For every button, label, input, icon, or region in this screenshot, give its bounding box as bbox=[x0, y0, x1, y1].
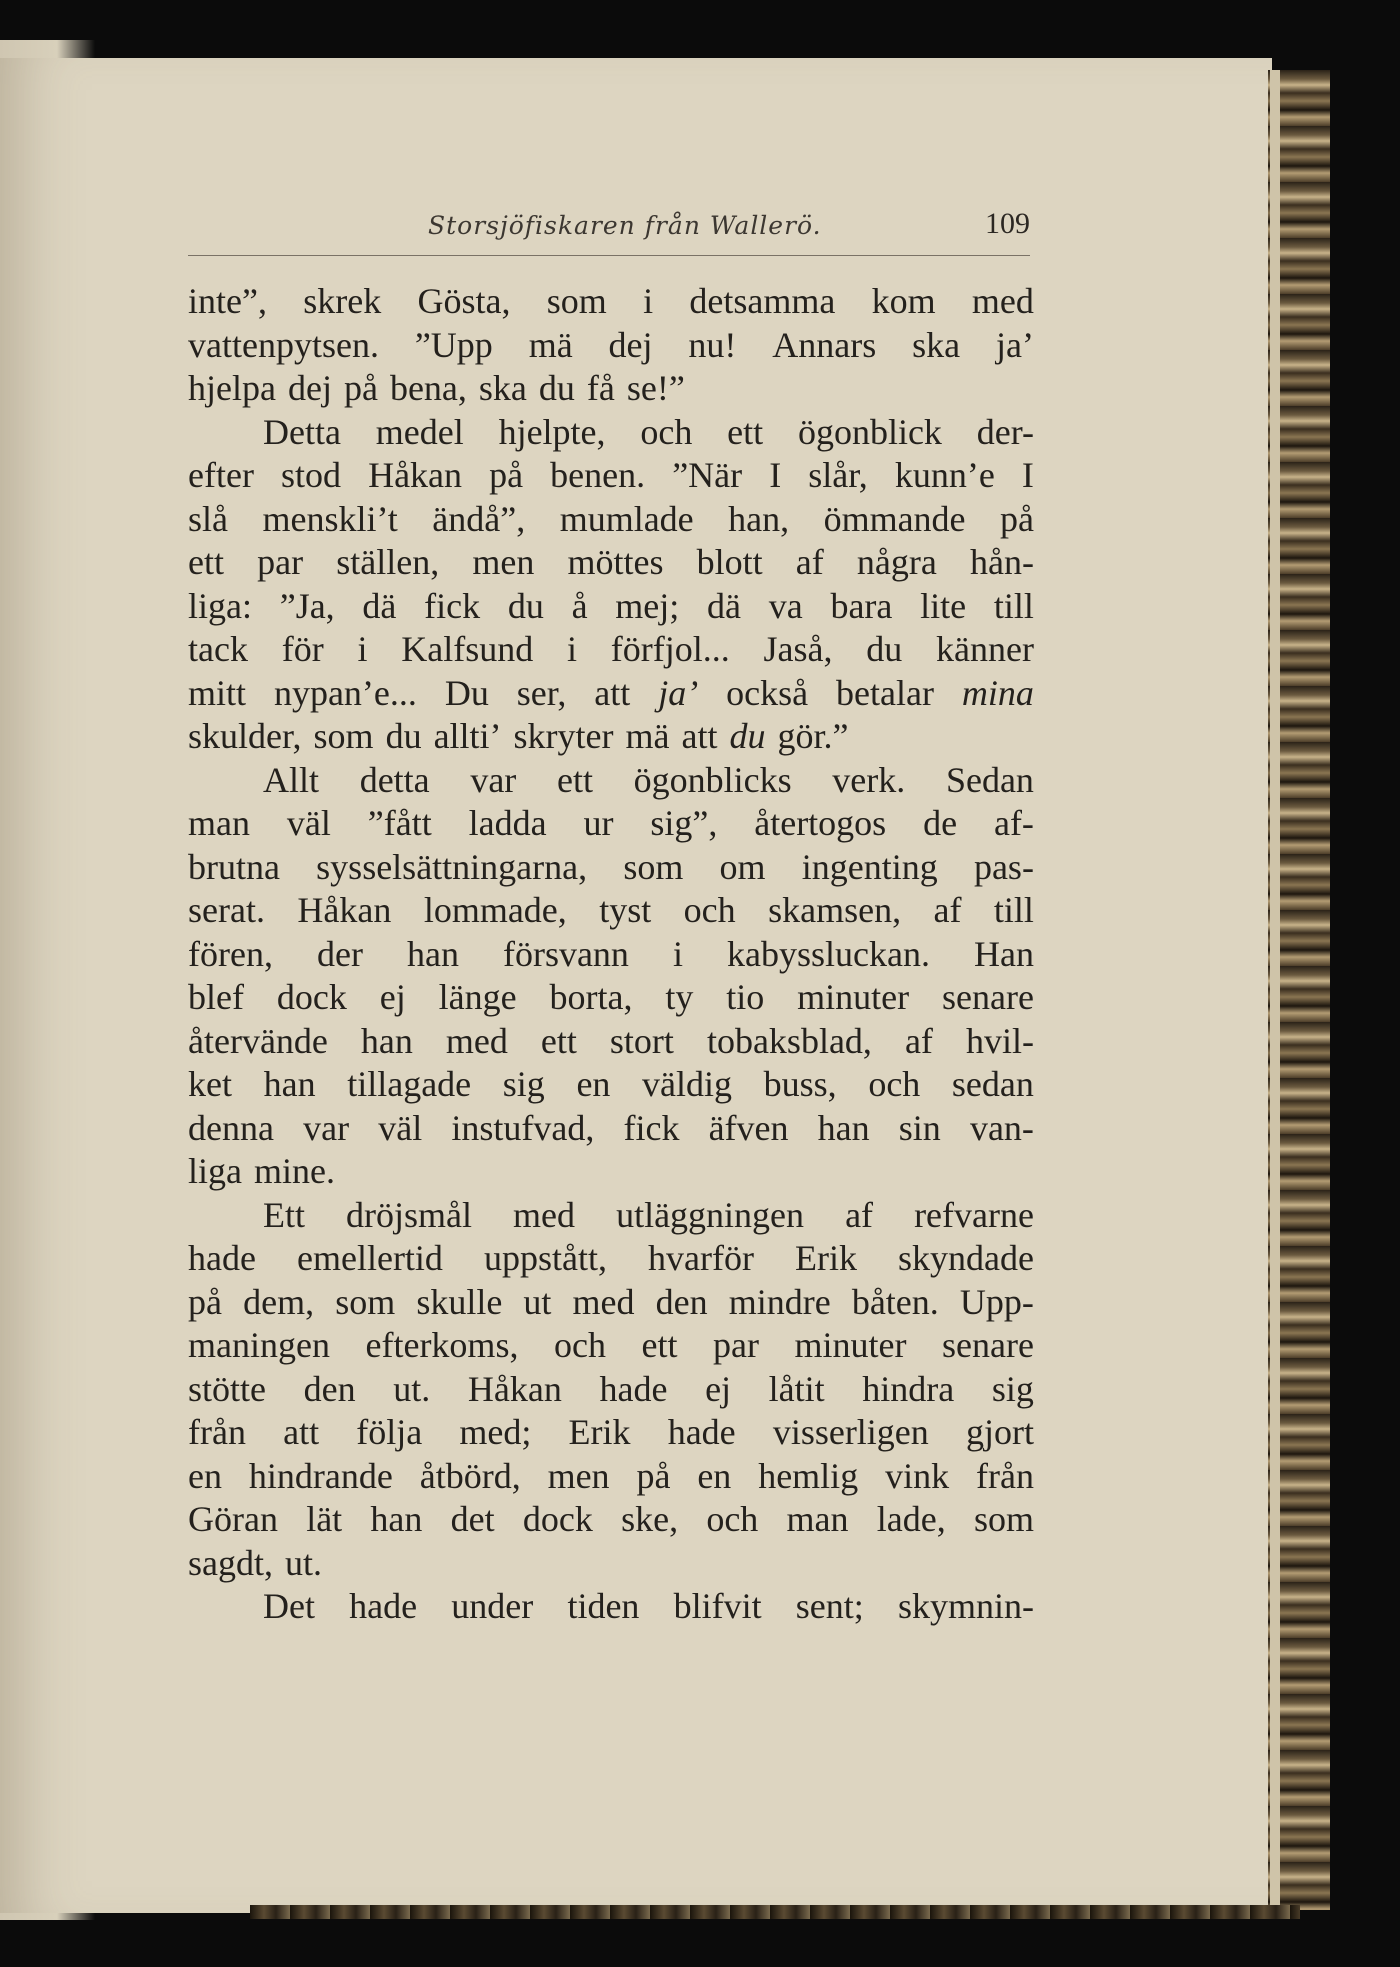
word: hemlig bbox=[758, 1455, 859, 1496]
word: nypan’e... bbox=[273, 672, 417, 713]
word: han bbox=[360, 1020, 413, 1061]
word: dock bbox=[522, 1499, 593, 1539]
word: med bbox=[445, 1020, 508, 1061]
word: ej bbox=[379, 977, 406, 1017]
text-line bbox=[188, 1281, 1034, 1325]
word: i bbox=[672, 933, 683, 974]
word: brutna bbox=[188, 846, 280, 887]
word: blott bbox=[696, 542, 763, 582]
text-line bbox=[188, 759, 1034, 803]
word: med bbox=[513, 1194, 576, 1235]
word: han bbox=[406, 933, 459, 974]
word: mä bbox=[528, 324, 573, 365]
word: å bbox=[571, 585, 588, 626]
word: ej bbox=[705, 1368, 732, 1409]
word: en bbox=[188, 1455, 222, 1496]
word: va bbox=[768, 585, 803, 626]
word: sin bbox=[898, 1107, 941, 1148]
word: blifvit bbox=[673, 1586, 762, 1626]
word: i bbox=[567, 629, 578, 669]
word: att bbox=[594, 672, 631, 713]
word: och bbox=[640, 411, 693, 452]
word: var bbox=[303, 1107, 350, 1148]
word: emellertid bbox=[297, 1238, 443, 1278]
word: gjort bbox=[965, 1412, 1034, 1452]
word: lite bbox=[920, 585, 967, 626]
word: båten. bbox=[851, 1281, 939, 1322]
word: Håkan bbox=[368, 455, 463, 495]
word: stod bbox=[281, 455, 342, 495]
word: ”När bbox=[672, 455, 743, 495]
text-line bbox=[188, 889, 1034, 933]
word: kabyssluckan. bbox=[726, 933, 930, 974]
word: skymnin- bbox=[897, 1586, 1034, 1626]
text-line bbox=[188, 628, 1034, 672]
word: du bbox=[729, 716, 766, 756]
text-line bbox=[188, 1411, 1034, 1455]
word: senare bbox=[942, 1325, 1034, 1365]
word: skyndade bbox=[898, 1238, 1034, 1278]
word: dä bbox=[707, 585, 741, 626]
word: återtogos bbox=[754, 803, 887, 843]
word: efter bbox=[188, 455, 254, 495]
word: af bbox=[904, 1020, 933, 1061]
word: Detta bbox=[263, 411, 341, 452]
text-line bbox=[188, 411, 1034, 455]
word: på bbox=[343, 368, 378, 408]
word: väl bbox=[378, 1107, 423, 1148]
word: som bbox=[546, 281, 607, 321]
word: ser, bbox=[516, 672, 567, 713]
word: Erik bbox=[568, 1412, 631, 1452]
word: som bbox=[623, 846, 684, 887]
word: tillagade bbox=[347, 1064, 472, 1104]
word: de bbox=[923, 803, 958, 843]
word: en bbox=[576, 1064, 611, 1104]
word: bena, bbox=[389, 368, 467, 408]
word: det bbox=[450, 1499, 495, 1539]
text-line bbox=[188, 1455, 1034, 1499]
word: och bbox=[706, 1499, 759, 1539]
word: se!” bbox=[626, 368, 685, 408]
word: sig”, bbox=[650, 803, 718, 843]
word: ”fått bbox=[367, 803, 432, 843]
word: slår, bbox=[808, 455, 868, 495]
word: ömmande bbox=[823, 498, 966, 539]
word: mine. bbox=[253, 1151, 335, 1191]
word: på bbox=[489, 455, 524, 495]
word: ingenting bbox=[801, 846, 938, 887]
word: men bbox=[472, 542, 535, 582]
word: hindrande bbox=[248, 1455, 393, 1496]
word: verk. bbox=[832, 759, 906, 800]
word: Det bbox=[263, 1586, 315, 1626]
word: den bbox=[655, 1281, 708, 1322]
word: ett bbox=[540, 1020, 577, 1061]
word: följa bbox=[356, 1412, 423, 1452]
word: ögonblicks bbox=[633, 759, 792, 800]
word: få bbox=[586, 368, 615, 408]
body-text bbox=[188, 280, 1034, 1629]
word: Sedan bbox=[945, 759, 1034, 800]
word: serat. bbox=[188, 890, 265, 930]
word: länge bbox=[438, 977, 517, 1017]
word: på bbox=[1000, 498, 1034, 539]
word: återvände bbox=[188, 1020, 328, 1061]
text-line bbox=[188, 324, 1034, 368]
word: Annars bbox=[772, 324, 877, 365]
word: från bbox=[975, 1455, 1034, 1496]
word: der bbox=[316, 933, 363, 974]
word: möttes bbox=[567, 542, 664, 582]
word: minuter bbox=[794, 1325, 907, 1365]
running-title: Storsjöfiskaren från Wallerö. bbox=[428, 211, 822, 240]
word: fören, bbox=[188, 933, 273, 974]
word: instufvad, bbox=[451, 1107, 595, 1148]
word: skulle bbox=[416, 1281, 503, 1322]
word: om bbox=[719, 846, 766, 887]
word: refvarne bbox=[914, 1194, 1034, 1235]
word: buss, bbox=[763, 1064, 837, 1104]
word: du bbox=[385, 716, 422, 756]
word: Upp- bbox=[959, 1281, 1034, 1322]
text-line bbox=[188, 802, 1034, 846]
word: försvann bbox=[502, 933, 629, 974]
text-line bbox=[188, 1585, 1034, 1629]
word: som bbox=[973, 1499, 1034, 1539]
word: kom bbox=[871, 281, 936, 321]
word: detsamma bbox=[689, 281, 836, 321]
word: sedan bbox=[951, 1064, 1034, 1104]
word: pas- bbox=[973, 846, 1034, 887]
word: Gösta, bbox=[417, 281, 511, 321]
word: hån- bbox=[969, 542, 1034, 582]
word: ett bbox=[727, 411, 764, 452]
word: ställen, bbox=[336, 542, 440, 582]
word: mej; bbox=[615, 585, 680, 626]
word: ut. bbox=[393, 1368, 431, 1409]
word: låtit bbox=[768, 1368, 825, 1409]
word: till bbox=[993, 585, 1034, 626]
word: af- bbox=[993, 803, 1034, 843]
word: senare bbox=[942, 977, 1034, 1017]
word: stötte bbox=[188, 1368, 266, 1409]
word: par bbox=[713, 1325, 759, 1365]
word: liga: bbox=[188, 585, 252, 626]
word: Jaså, bbox=[763, 629, 833, 669]
word: på bbox=[188, 1281, 222, 1322]
text-line bbox=[188, 541, 1034, 585]
word: van- bbox=[969, 1107, 1034, 1148]
word: I bbox=[1021, 455, 1034, 495]
word: Göran bbox=[188, 1499, 278, 1539]
word: han bbox=[370, 1499, 423, 1539]
word: ändå”, bbox=[432, 498, 526, 539]
word: han bbox=[817, 1107, 870, 1148]
word: mä bbox=[625, 716, 670, 756]
word: som bbox=[335, 1281, 396, 1322]
text-line bbox=[188, 976, 1034, 1020]
word: ur bbox=[583, 803, 614, 843]
word: mumlade bbox=[559, 498, 694, 539]
word: du bbox=[538, 368, 575, 408]
word: väl bbox=[286, 803, 331, 843]
text-line bbox=[188, 1237, 1034, 1281]
word: Allt bbox=[263, 759, 320, 800]
word: åtbörd, bbox=[419, 1455, 521, 1496]
word: tobaksblad, bbox=[706, 1020, 872, 1061]
word: fick bbox=[424, 585, 481, 626]
word: denna bbox=[188, 1107, 274, 1148]
text-line bbox=[188, 672, 1034, 716]
word: skamsen, bbox=[768, 890, 902, 930]
word: sig bbox=[502, 1064, 545, 1104]
word: Han bbox=[973, 933, 1034, 974]
word: för bbox=[281, 629, 324, 669]
word: tyst bbox=[599, 890, 652, 930]
word: af bbox=[933, 890, 962, 930]
word: ut. bbox=[285, 1542, 323, 1583]
text-line bbox=[188, 1498, 1034, 1542]
word: under bbox=[451, 1586, 534, 1626]
word: ett bbox=[641, 1325, 678, 1365]
word: hvil- bbox=[965, 1020, 1034, 1061]
word: ögonblick bbox=[797, 411, 942, 452]
word: ja’ bbox=[658, 672, 699, 713]
word: lade, bbox=[876, 1499, 946, 1539]
word: par bbox=[257, 542, 304, 582]
text-line bbox=[188, 846, 1034, 890]
word: ut bbox=[523, 1281, 552, 1322]
word: och bbox=[683, 890, 736, 930]
text-line bbox=[188, 1324, 1034, 1368]
word: gör.” bbox=[777, 716, 849, 756]
word: bara bbox=[830, 585, 893, 626]
word: och bbox=[553, 1325, 606, 1365]
word: mitt bbox=[188, 672, 247, 713]
word: Kalfsund bbox=[401, 629, 534, 669]
word: ”Upp bbox=[414, 324, 493, 365]
word: men bbox=[547, 1455, 610, 1496]
word: några bbox=[856, 542, 937, 582]
word: du bbox=[866, 629, 903, 669]
text-line bbox=[188, 1150, 1034, 1194]
word: hvarför bbox=[648, 1238, 754, 1278]
word: skrek bbox=[303, 281, 382, 321]
word: sent; bbox=[795, 1586, 864, 1626]
word: med bbox=[971, 281, 1034, 321]
word: betalar bbox=[836, 672, 934, 713]
word: hindra bbox=[862, 1368, 955, 1409]
word: ett bbox=[188, 542, 224, 582]
word: visserligen bbox=[772, 1412, 929, 1452]
word: liga bbox=[188, 1151, 242, 1191]
word: att bbox=[681, 716, 718, 756]
word: Håkan bbox=[297, 890, 392, 930]
word: i bbox=[357, 629, 368, 669]
word: der- bbox=[976, 411, 1034, 452]
word: ska bbox=[912, 324, 961, 365]
word: ska bbox=[478, 368, 527, 408]
word: slå bbox=[188, 498, 228, 539]
word: I bbox=[769, 455, 782, 495]
word: han bbox=[263, 1064, 316, 1104]
text-line bbox=[188, 498, 1034, 542]
text-line bbox=[188, 367, 1034, 411]
word: vattenpytsen. bbox=[188, 324, 379, 365]
word: sagdt, bbox=[188, 1542, 273, 1583]
word: utläggningen bbox=[616, 1194, 805, 1235]
word: medel bbox=[375, 411, 464, 452]
word: Erik bbox=[794, 1238, 857, 1278]
text-line bbox=[188, 933, 1034, 977]
word: på bbox=[636, 1455, 671, 1496]
text-line bbox=[188, 1542, 1034, 1586]
word: tio bbox=[726, 977, 765, 1017]
text-line bbox=[188, 280, 1034, 324]
page-header bbox=[188, 205, 1030, 256]
word: kunn’e bbox=[894, 455, 995, 495]
word: fick bbox=[623, 1107, 680, 1148]
word: lät bbox=[306, 1499, 343, 1539]
word: allti’ bbox=[433, 716, 502, 756]
text-line bbox=[188, 715, 1034, 759]
word: hade bbox=[667, 1412, 736, 1452]
word: Du bbox=[444, 672, 489, 713]
word: skryter bbox=[513, 716, 614, 756]
word: väldig bbox=[642, 1064, 733, 1104]
word: den bbox=[303, 1368, 356, 1409]
word: med bbox=[572, 1281, 635, 1322]
word: mina bbox=[961, 672, 1034, 713]
word: tiden bbox=[567, 1586, 640, 1626]
word: att bbox=[283, 1412, 320, 1452]
word: menskli’t bbox=[262, 498, 398, 539]
word: borta, bbox=[549, 977, 633, 1017]
text-line bbox=[188, 1020, 1034, 1064]
word: man bbox=[786, 1499, 849, 1539]
word: ett bbox=[556, 759, 593, 800]
word: hade bbox=[599, 1368, 668, 1409]
word: ladda bbox=[468, 803, 547, 843]
word: mindre bbox=[728, 1281, 831, 1322]
word: en bbox=[697, 1455, 732, 1496]
word: känner bbox=[936, 629, 1034, 669]
word: stort bbox=[609, 1020, 674, 1061]
word: ske, bbox=[621, 1499, 679, 1539]
bottom-cover-edge bbox=[250, 1905, 1300, 1919]
word: och bbox=[868, 1064, 921, 1104]
word: blef bbox=[188, 977, 244, 1017]
word: dock bbox=[276, 977, 347, 1017]
word: af bbox=[845, 1194, 874, 1235]
word: Ett bbox=[263, 1194, 305, 1235]
word: af bbox=[795, 542, 824, 582]
word: ket bbox=[188, 1064, 232, 1104]
word: dem, bbox=[243, 1281, 315, 1322]
word: han, bbox=[728, 498, 790, 539]
word: hade bbox=[188, 1238, 256, 1278]
word: skulder, bbox=[188, 716, 302, 756]
word: från bbox=[188, 1412, 246, 1452]
text-line bbox=[188, 1194, 1034, 1238]
word: lommade, bbox=[423, 890, 567, 930]
word: dej bbox=[608, 324, 653, 365]
word: du bbox=[507, 585, 544, 626]
word: hade bbox=[349, 1586, 418, 1626]
word: sig bbox=[991, 1368, 1034, 1409]
word: hjelpa bbox=[188, 368, 276, 408]
word: som bbox=[313, 716, 374, 756]
text-line bbox=[188, 1368, 1034, 1412]
word: med; bbox=[459, 1412, 532, 1452]
word: äfven bbox=[708, 1107, 789, 1148]
page-fore-edge bbox=[1270, 70, 1280, 1910]
text-line bbox=[188, 454, 1034, 498]
word: dej bbox=[287, 368, 332, 408]
word: vink bbox=[885, 1455, 950, 1496]
word: dröjsmål bbox=[346, 1194, 473, 1235]
text-line bbox=[188, 1063, 1034, 1107]
word: ty bbox=[665, 977, 694, 1017]
text-line bbox=[188, 1107, 1034, 1151]
word: efterkoms, bbox=[365, 1325, 519, 1365]
word: minuter bbox=[797, 977, 910, 1017]
word: dä bbox=[362, 585, 397, 626]
word: ja’ bbox=[996, 324, 1034, 365]
word: i bbox=[643, 281, 654, 321]
word: var bbox=[470, 759, 517, 800]
word: nu! bbox=[688, 324, 737, 365]
word: förfjol... bbox=[610, 629, 730, 669]
word: benen. bbox=[550, 455, 646, 495]
page-number: 109 bbox=[985, 207, 1030, 240]
word: tack bbox=[188, 629, 248, 669]
word: inte”, bbox=[188, 281, 267, 321]
word: till bbox=[993, 890, 1034, 930]
word: uppstått, bbox=[483, 1238, 607, 1278]
word: också bbox=[726, 672, 809, 713]
word: man bbox=[188, 803, 250, 843]
word: hjelpte, bbox=[498, 411, 606, 452]
word: maningen bbox=[188, 1325, 330, 1365]
text-line bbox=[188, 585, 1034, 629]
word: ”Ja, bbox=[279, 585, 335, 626]
word: sysselsättningarna, bbox=[316, 846, 588, 887]
word: detta bbox=[359, 759, 430, 800]
word: Håkan bbox=[467, 1368, 562, 1409]
